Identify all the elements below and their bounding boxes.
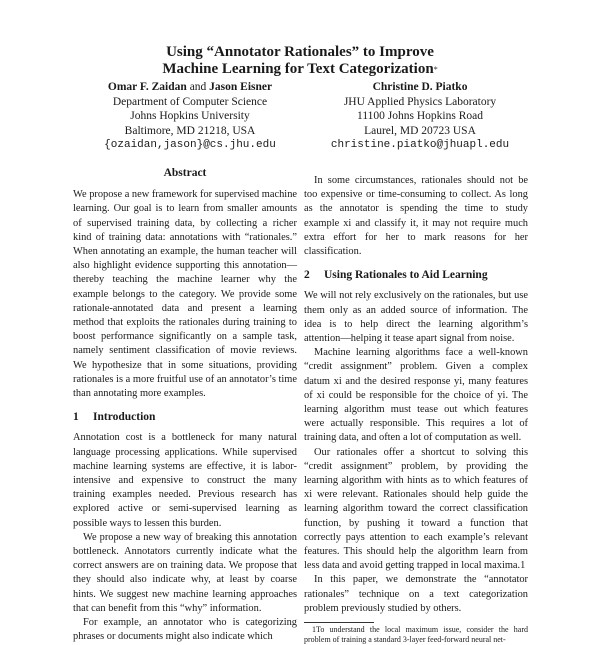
author-and: and <box>189 81 207 93</box>
email-left: {ozaidan,jason}@cs.jhu.edu <box>104 139 276 151</box>
abstract-text: We propose a new framework for supervised machine learning. Our goal is to learn from smaller amounts of supervised training data, by collecting a richer kind of training data: annotations with “rationales.” When annotating an example, the human teacher will also highlight evidence supporting this annotation—thereby teaching the machine learner why the example belongs to the category. We provide some rationale-annotated data and present a learning method that exploits the rationales during training to boost performance significantly on a sample task, namely sentiment classification of movie reviews. We hypothesize that in some situations, providing rationales is a more fruitful use of an annotator’s time than annotating more examples. <box>73 189 297 400</box>
section-2-paragraph: We will not rely exclusively on the rationales, but use them only as an added source of information. The idea is to help direct the learning algorithm’s attention—helping it tease apart signal from noise. <box>304 290 528 345</box>
section-2-heading <box>304 268 528 282</box>
section-2-title: Using Rationales to Aid Learning <box>324 269 488 282</box>
affiliation-dept-right: JHU Applied Physics Laboratory <box>343 95 497 108</box>
section-1-paragraph: Annotation cost is a bottleneck for many natural language processing applications. While supervised machine learning systems are effective, it is labor-intensive and expensive to construct the many training examples needed. Previous research has explored active or semi-supervised learning as possible ways to lessen this burden. <box>73 432 297 529</box>
title-footnote-marker: * <box>433 65 438 74</box>
author-name-piatko: Christine D. Piatko <box>372 81 468 93</box>
section-2-number: 2 <box>304 269 310 282</box>
section-1-paragraph: For example, an annotator who is categorizing phrases or documents might also indicate which <box>73 617 297 643</box>
section-2-paragraph: Our rationales offer a shortcut to solving this “credit assignment” problem, by providing the learning algorithm with hints as to which features of xi were relevant. Rationales should help guide the learning algorithm toward the correct classification function, by pushing it toward a function that correctly pays attention to each example’s relevant features. This should help the algorithm learn from less data and avoid getting trapped in local maxima.1 <box>304 446 528 572</box>
section-1-heading <box>73 410 297 424</box>
author-name-zaidan: Omar F. Zaidan <box>107 81 187 93</box>
title-line-1: Using “Annotator Rationales” to Improve <box>166 44 434 60</box>
right-intro-paragraph: In some circumstances, rationales should not be too expensive or time-consuming to collect. As long as the annotator is spending the time to study example xi and classify it, it may not require much extra effort for her to mark reasons for her classification. <box>304 175 528 258</box>
author-block-right <box>300 80 540 153</box>
section-2-paragraph: Machine learning algorithms face a well-known “credit assignment” problem. Given a complex datum xi and the desired response yi, many features of xi could be responsible for the choice of yi. The learning algorithm must tease out which features were actually responsible. This requires a lot of training data, and often a lot of computation as well. <box>304 347 528 444</box>
author-block-left <box>70 80 310 153</box>
title-line-2-text: Machine Learning for Text Categorization <box>162 61 434 77</box>
author-names-left <box>70 80 310 95</box>
right-column <box>304 166 528 645</box>
left-column <box>73 166 297 645</box>
affiliation-dept-left: Department of Computer Science <box>112 95 268 108</box>
paper-title <box>0 44 600 78</box>
affiliation-addr-left: Baltimore, MD 21218, USA <box>124 124 256 137</box>
author-name-eisner: Jason Eisner <box>209 81 273 93</box>
footnote: 1To understand the local maximum issue, consider the hard problem of training a standard 3-layer feed-forward neural net- <box>304 625 528 645</box>
footnote-rule <box>304 622 374 623</box>
section-1-paragraph: We propose a new way of breaking this annotation bottleneck. Annotators currently indicate what the correct answers are on training data. We propose that they should also indicate why, at least by coarse hints. We suggest new machine learning approaches that can benefit from this “why” information. <box>73 531 297 614</box>
section-1-number: 1 <box>73 411 79 424</box>
email-right: christine.piatko@jhuapl.edu <box>330 139 510 151</box>
affiliation-street-right: 11100 Johns Hopkins Road <box>357 110 483 122</box>
abstract-heading: Abstract <box>163 167 207 179</box>
section-2-paragraph: In this paper, we demonstrate the “annotator rationales” technique on a text categorization problem previously studied by others. <box>304 574 528 614</box>
affiliation-addr-right: Laurel, MD 20723 USA <box>364 124 476 137</box>
title-line-2 <box>0 61 600 78</box>
affiliation-univ-left: Johns Hopkins University <box>130 110 250 122</box>
section-1-title: Introduction <box>93 411 156 424</box>
